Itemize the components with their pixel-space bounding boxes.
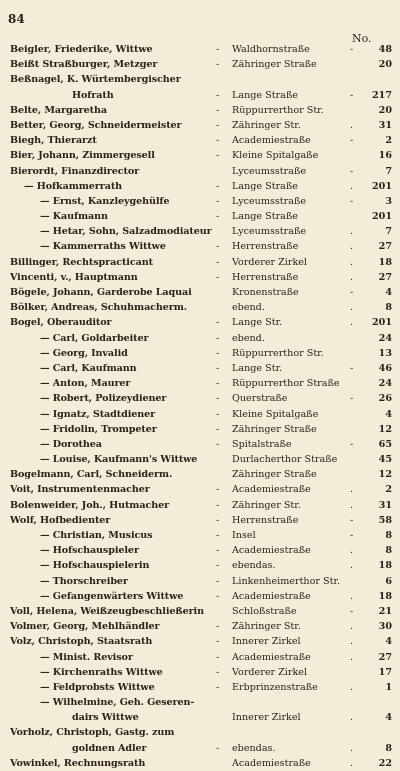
street-name: Herrenstraße	[232, 271, 299, 283]
leader-mark: -	[350, 530, 354, 541]
resident-name: Bögele, Johann, Garderobe Laquai	[10, 287, 192, 298]
house-number: 4	[385, 287, 392, 298]
street-name: Lange Straße	[232, 180, 298, 192]
leader-mark: -	[216, 119, 220, 131]
leader-mark: .	[350, 651, 354, 663]
house-number: 8	[385, 545, 392, 557]
directory-entry	[0, 665, 400, 680]
leader-mark: -	[216, 621, 220, 633]
house-number: 16	[378, 150, 392, 162]
street-name: Zähringer Straße	[232, 59, 317, 71]
leader-mark: -	[350, 44, 354, 55]
leader-mark: .	[350, 302, 354, 314]
house-number: 13	[378, 347, 392, 359]
directory-entry	[0, 650, 400, 665]
house-number: 58	[378, 514, 392, 526]
directory-entry	[0, 118, 400, 133]
resident-name: — Gefangenwärters Wittwe	[40, 590, 184, 602]
house-number: 2	[385, 484, 392, 496]
house-number: 24	[378, 378, 392, 390]
directory-entry	[0, 741, 400, 756]
leader-mark: .	[350, 681, 354, 693]
directory-entry	[0, 179, 400, 194]
leader-mark: -	[216, 44, 220, 55]
directory-entry	[0, 725, 400, 740]
resident-name: dairs Wittwe	[72, 712, 139, 724]
leader-mark: -	[216, 135, 220, 147]
street-name: Erbprinzenstraße	[232, 681, 318, 693]
resident-name: — Christian, Musicus	[40, 530, 153, 541]
leader-mark: .	[350, 742, 354, 754]
street-name: ebendas.	[232, 742, 276, 754]
resident-name: — Louise, Kaufmann's Wittwe	[40, 454, 198, 466]
directory-entry	[0, 88, 400, 103]
house-number: 48	[378, 44, 392, 55]
directory-entry	[0, 285, 400, 300]
house-number: 27	[378, 271, 392, 283]
resident-name: — Thorschreiber	[40, 575, 128, 587]
directory-entry	[0, 391, 400, 406]
leader-mark: -	[350, 89, 354, 101]
directory-entry	[0, 634, 400, 649]
house-number: 12	[378, 423, 392, 435]
resident-name: Beigler, Friederike, Wittwe	[10, 44, 153, 55]
street-name: Herrenstraße	[232, 241, 299, 253]
house-number: 8	[385, 742, 392, 754]
house-number: 2	[385, 135, 392, 147]
leader-mark: .	[350, 484, 354, 496]
leader-mark: .	[350, 256, 354, 268]
leader-mark: .	[350, 545, 354, 557]
directory-entry	[0, 680, 400, 695]
leader-mark: -	[216, 590, 220, 602]
street-name: Vorderer Zirkel	[232, 256, 308, 268]
directory-entry	[0, 376, 400, 391]
directory-entry	[0, 528, 400, 543]
leader-mark: .	[350, 560, 354, 572]
street-name: Innerer Zirkel	[232, 636, 301, 648]
house-number: 1	[385, 681, 392, 693]
directory-entry	[0, 72, 400, 87]
directory-entry	[0, 361, 400, 376]
resident-name: — Wilhelmine, Geh. Geseren-	[40, 697, 195, 709]
street-name: Herrenstraße	[232, 514, 299, 526]
house-number: 20	[378, 104, 392, 116]
house-number: 4	[385, 636, 392, 648]
street-name: Lycеumsstraße	[232, 165, 307, 177]
directory-entry	[0, 574, 400, 589]
house-number: 201	[371, 211, 392, 223]
house-number: 12	[378, 469, 392, 481]
leader-mark: -	[216, 636, 220, 648]
directory-entry	[0, 695, 400, 710]
leader-mark: .	[350, 241, 354, 253]
street-name: Zähringer Str.	[232, 621, 301, 633]
directory-entry	[0, 558, 400, 573]
leader-mark: -	[216, 408, 220, 420]
house-number: 22	[378, 757, 392, 769]
leader-mark: .	[350, 590, 354, 602]
directory-entry	[0, 498, 400, 513]
street-name: Kronenstraße	[232, 287, 299, 298]
resident-name: — Minist. Revisor	[40, 651, 133, 663]
directory-entry	[0, 164, 400, 179]
leader-mark: -	[216, 545, 220, 557]
resident-name: Billinger, Rechtspracticant	[10, 256, 153, 268]
resident-name: — Feldprobsts Wittwe	[40, 681, 155, 693]
leader-mark: .	[350, 499, 354, 511]
street-name: Lange Straße	[232, 89, 298, 101]
house-number: 31	[378, 119, 392, 131]
leader-mark: -	[216, 180, 220, 192]
street-name: Lange Straße	[232, 211, 298, 223]
resident-name: Better, Georg, Schneidermeister	[10, 119, 182, 131]
leader-mark: -	[216, 666, 220, 678]
resident-name: — Ernst, Kanzleygehülfe	[40, 195, 170, 207]
house-number: 27	[378, 241, 392, 253]
leader-mark: .	[350, 636, 354, 648]
leader-mark: -	[216, 89, 220, 101]
street-name: Innerer Zirkel	[232, 712, 301, 724]
directory-entry	[0, 604, 400, 619]
street-name: Insel	[232, 530, 256, 541]
house-number: 30	[378, 621, 392, 633]
house-number: 217	[371, 89, 392, 101]
street-name: Academiestraße	[232, 135, 311, 147]
resident-name: — Hofschauspieler	[40, 545, 139, 557]
directory-entries	[0, 42, 400, 771]
resident-name: Bier, Johann, Zimmergesell	[10, 150, 155, 162]
street-name: Spitalstraße	[232, 438, 292, 450]
street-name: Kleine Spitalgaße	[232, 408, 319, 420]
street-name: Academiestraße	[232, 757, 311, 769]
directory-entry	[0, 331, 400, 346]
house-number: 7	[385, 226, 392, 238]
resident-name: — Carl, Kaufmann	[40, 362, 137, 374]
resident-name: — Fridolin, Trompeter	[40, 423, 157, 435]
leader-mark: -	[350, 362, 354, 374]
house-number: 31	[378, 499, 392, 511]
leader-mark: -	[216, 484, 220, 496]
resident-name: Wolf, Hofbedienter	[10, 514, 111, 526]
directory-entry	[0, 452, 400, 467]
street-name: Lycеumsstraße	[232, 195, 307, 207]
leader-mark: -	[350, 287, 354, 298]
street-name: ebend.	[232, 332, 265, 344]
street-name: Rüppurrerthor Straße	[232, 378, 340, 390]
leader-mark: -	[216, 150, 220, 162]
house-number: 24	[378, 332, 392, 344]
house-number: 8	[385, 530, 392, 541]
house-number: 7	[385, 165, 392, 177]
directory-entry	[0, 239, 400, 254]
directory-entry	[0, 133, 400, 148]
leader-mark: -	[216, 362, 220, 374]
leader-mark: -	[216, 317, 220, 329]
resident-name: — Kammerraths Wittwe	[40, 241, 166, 253]
street-name: Academiestraße	[232, 545, 311, 557]
resident-name: — Hetar, Sohn, Salzadmodiateur	[40, 226, 212, 238]
resident-name: — Hofschauspielerin	[40, 560, 150, 572]
directory-entry	[0, 756, 400, 771]
resident-name: Vowinkel, Rechnungsrath	[10, 757, 146, 769]
resident-name: — Dorothea	[40, 438, 102, 450]
directory-entry	[0, 346, 400, 361]
directory-entry	[0, 513, 400, 528]
resident-name: Voll, Helena, Weißzeugbeschließerin	[10, 605, 204, 617]
leader-mark: -	[216, 742, 220, 754]
resident-name: — Hofkammerrath	[24, 180, 123, 192]
leader-mark: .	[350, 271, 354, 283]
leader-mark: -	[216, 241, 220, 253]
leader-mark: .	[350, 712, 354, 724]
street-name: Rüppurrerthor Str.	[232, 104, 324, 116]
directory-entry	[0, 148, 400, 163]
resident-name: — Georg, Invalid	[40, 347, 128, 359]
house-number: 20	[378, 59, 392, 71]
leader-mark: -	[216, 560, 220, 572]
resident-name: — Ignatz, Stadtdiener	[40, 408, 156, 420]
leader-mark: -	[216, 530, 220, 541]
street-name: Linkenheimerthor Str.	[232, 575, 341, 587]
street-name: Waldhornstraße	[232, 44, 310, 55]
leader-mark: -	[350, 605, 354, 617]
leader-mark: .	[350, 226, 354, 238]
house-number: 27	[378, 651, 392, 663]
street-name: Zähringer Str.	[232, 499, 301, 511]
resident-name: Beßnagel, K. Würtembergischer	[10, 74, 181, 86]
leader-mark: .	[350, 119, 354, 131]
house-number: 17	[378, 666, 392, 678]
street-name: Zähringer Straße	[232, 469, 317, 481]
street-name: Lycеumsstraße	[232, 226, 307, 238]
resident-name: Bogelmann, Carl, Schneiderm.	[10, 469, 173, 481]
directory-entry	[0, 270, 400, 285]
directory-entry	[0, 315, 400, 330]
house-number: 18	[378, 256, 392, 268]
house-number: 4	[385, 408, 392, 420]
leader-mark: -	[350, 514, 354, 526]
directory-entry	[0, 710, 400, 725]
directory-entry	[0, 543, 400, 558]
leader-mark: -	[350, 438, 354, 450]
resident-name: Belte, Margaretha	[10, 104, 107, 116]
leader-mark: -	[216, 332, 220, 344]
directory-entry	[0, 589, 400, 604]
directory-entry	[0, 194, 400, 209]
resident-name: Beißt Straßburger, Metzger	[10, 59, 158, 71]
house-number: 6	[385, 575, 392, 587]
directory-entry	[0, 422, 400, 437]
street-name: Academiestraße	[232, 590, 311, 602]
leader-mark: -	[216, 347, 220, 359]
resident-name: — Kirchenraths Wittwe	[40, 666, 163, 678]
leader-mark: -	[216, 499, 220, 511]
leader-mark: -	[216, 514, 220, 526]
resident-name: Bolenweider, Joh., Hutmacher	[10, 499, 170, 511]
leader-mark: -	[216, 271, 220, 283]
resident-name: Volz, Christoph, Staatsrath	[10, 636, 153, 648]
street-name: Schloßstraße	[232, 605, 297, 617]
leader-mark: .	[350, 757, 354, 769]
resident-name: — Robert, Polizeydiener	[40, 393, 167, 405]
street-name: Durlacherthor Straße	[232, 454, 338, 466]
house-number: 3	[385, 195, 392, 207]
resident-name: goldnen Adler	[72, 742, 147, 754]
directory-entry	[0, 42, 400, 57]
house-number: 8	[385, 302, 392, 314]
directory-entry	[0, 437, 400, 452]
street-name: Zähringer Str.	[232, 119, 301, 131]
directory-entry	[0, 300, 400, 315]
resident-name: — Kaufmann	[40, 211, 108, 223]
page-number: 84	[8, 12, 25, 26]
house-number: 18	[378, 590, 392, 602]
leader-mark: -	[350, 195, 354, 207]
leader-mark: -	[350, 165, 354, 177]
directory-entry	[0, 224, 400, 239]
house-number: 201	[371, 317, 392, 329]
directory-entry	[0, 209, 400, 224]
resident-name: Bogel, Oberauditor	[10, 317, 112, 329]
leader-mark: -	[216, 681, 220, 693]
directory-entry	[0, 482, 400, 497]
leader-mark: -	[216, 378, 220, 390]
house-number: 26	[378, 393, 392, 405]
leader-mark: -	[350, 393, 354, 405]
directory-entry	[0, 407, 400, 422]
street-name: Zähringer Straße	[232, 423, 317, 435]
leader-mark: -	[216, 423, 220, 435]
leader-mark: -	[216, 438, 220, 450]
directory-entry	[0, 255, 400, 270]
directory-entry	[0, 103, 400, 118]
directory-entry	[0, 57, 400, 72]
resident-name: — Anton, Maurer	[40, 378, 131, 390]
house-number: 18	[378, 560, 392, 572]
street-name: Academiestraße	[232, 651, 311, 663]
street-name: Querstraße	[232, 393, 288, 405]
leader-mark: -	[216, 104, 220, 116]
leader-mark: .	[350, 317, 354, 329]
street-name: Lange Str.	[232, 362, 283, 374]
leader-mark: .	[350, 621, 354, 633]
house-number: 201	[371, 180, 392, 192]
resident-name: Volmer, Georg, Mehlhändler	[10, 621, 160, 633]
resident-name: Biegh, Thierarzt	[10, 135, 97, 147]
directory-entry	[0, 467, 400, 482]
street-name: Academiestraße	[232, 484, 311, 496]
house-number: 45	[378, 454, 392, 466]
street-name: Vorderer Zirkel	[232, 666, 308, 678]
house-number-column-header: No.	[352, 32, 372, 45]
leader-mark: -	[216, 211, 220, 223]
resident-name: Bölker, Andreas, Schuhmacherm.	[10, 302, 188, 314]
leader-mark: -	[216, 256, 220, 268]
leader-mark: -	[350, 135, 354, 147]
directory-entry	[0, 619, 400, 634]
leader-mark: -	[216, 393, 220, 405]
resident-name: Bierordt, Finanzdirector	[10, 165, 140, 177]
street-name: Lange Str.	[232, 317, 283, 329]
street-name: ebendas.	[232, 560, 276, 572]
resident-name: Voit, Instrumentenmacher	[10, 484, 150, 496]
house-number: 21	[378, 605, 392, 617]
resident-name: Hofrath	[72, 89, 114, 101]
leader-mark: -	[216, 59, 220, 71]
leader-mark: -	[216, 651, 220, 663]
street-name: Rüppurrerthor Str.	[232, 347, 324, 359]
house-number: 46	[378, 362, 392, 374]
leader-mark: -	[216, 195, 220, 207]
resident-name: — Carl, Goldarbeiter	[40, 332, 149, 344]
resident-name: Vincenti, v., Hauptmann	[10, 271, 138, 283]
street-name: Kleine Spitalgaße	[232, 150, 319, 162]
resident-name: Vorholz, Christoph, Gastg. zum	[10, 727, 175, 739]
house-number: 65	[378, 438, 392, 450]
house-number: 4	[385, 712, 392, 724]
leader-mark: -	[216, 575, 220, 587]
leader-mark: .	[350, 180, 354, 192]
street-name: ebend.	[232, 302, 265, 314]
